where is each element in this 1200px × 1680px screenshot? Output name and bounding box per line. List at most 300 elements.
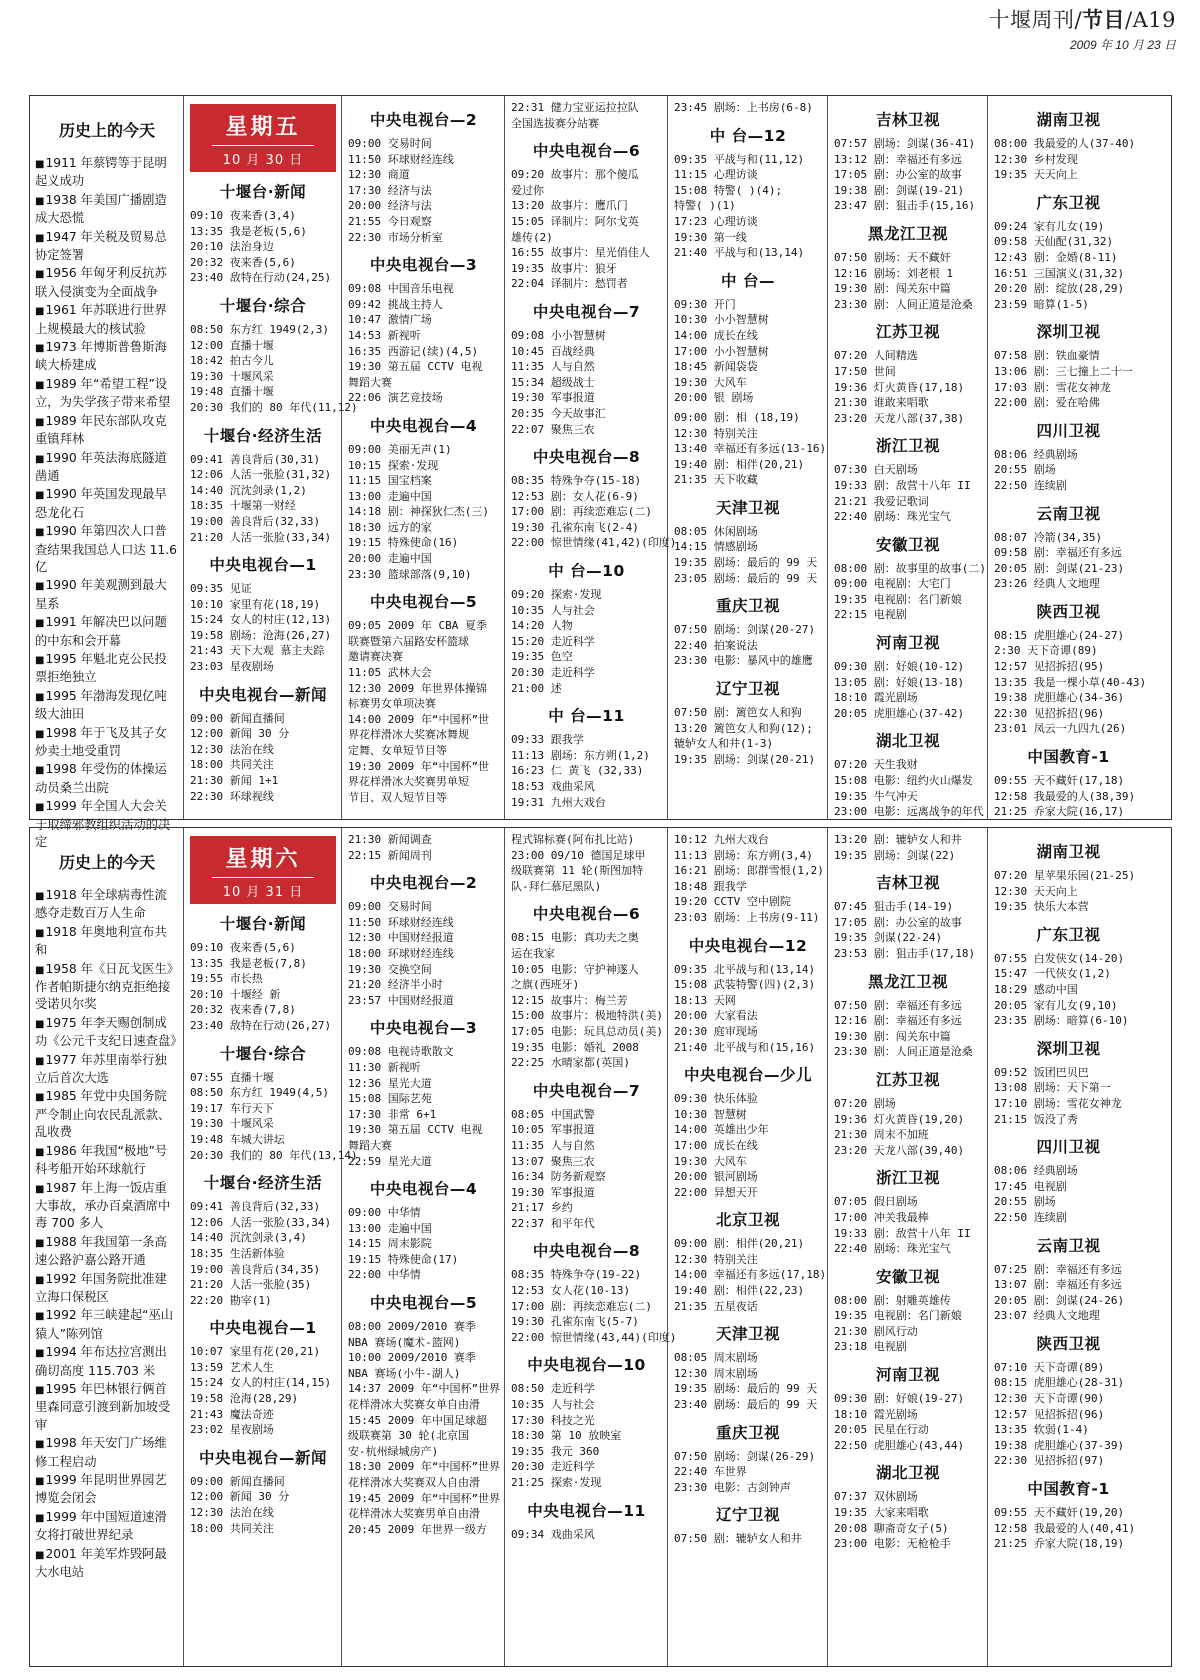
history-item: ■ 1990 年英法海底隧道凿通 — [35, 450, 179, 486]
weekday-label: 星期五 — [225, 115, 301, 140]
channel-block — [834, 631, 982, 721]
program-line: 花样滑冰大奖赛男单自由滑 — [348, 1507, 480, 1521]
program-line: 10:35 人与社会 — [511, 603, 595, 617]
program-line: 19:36 灯火黄昏(19,20) — [834, 1112, 965, 1126]
program-line: 20:10 十堰经 新 — [190, 987, 281, 1001]
program-line: NBA 赛场(魔术-篮网) — [348, 1335, 461, 1349]
program-line: 09:30 剧：好娘(10-12) — [834, 660, 965, 674]
schedule-column — [988, 828, 1148, 1666]
program-line: 12:53 剧：女人花(6-9) — [511, 489, 639, 503]
channel-name: 浙江卫视 — [875, 437, 940, 456]
program-line: 22:00 中华情 — [348, 1268, 421, 1282]
history-item: ■ 1992 年三峡建起“巫山猿人”陈列馆 — [35, 1307, 179, 1343]
program-line: 10:05 电影：守护神遂人 — [511, 962, 639, 976]
program-line: 07:20 天生我财 — [834, 758, 918, 772]
program-line: 19:20 CCTV 空中剧院 — [674, 895, 791, 909]
channel-name: 十堰台·综合 — [219, 1044, 307, 1063]
program-line: 17:00 剧：再续恋难忘(二) — [511, 1299, 652, 1313]
program-line: 22:50 连续剧 — [994, 1210, 1067, 1224]
program-line: 20:20 剧：绽放(28,29) — [994, 282, 1125, 296]
program-line: 08:15 虎胆雄心(24-27) — [994, 628, 1125, 642]
channel-name: 中央电视台—7 — [532, 1081, 641, 1100]
program-line: 18:35 生活新体验 — [190, 1246, 285, 1260]
channel-block — [190, 424, 336, 546]
program-line: 19:35 故事片：狼牙 — [511, 261, 617, 275]
program-line: 20:10 法治身边 — [190, 240, 274, 254]
program-line: 12:30 天下奇谭(90) — [994, 1392, 1105, 1406]
history-item: ■ 2001 年美军炸毁阿最大水电站 — [35, 1546, 179, 1582]
program-line: 21:15 饭没了秀 — [994, 1112, 1078, 1126]
program-line: 15:05 译制片：阿尔戈英 — [511, 214, 639, 228]
program-line: 21:21 我爱记歌词 — [834, 494, 929, 508]
program-line: 12:30 商道 — [348, 168, 410, 182]
channel-name: 中央电视台—2 — [369, 874, 478, 893]
history-item: ■ 1989 年“希望工程”设立，为失学孩子带来希望 — [35, 376, 179, 412]
program-line: 12:15 故事片：梅兰芳 — [511, 993, 628, 1007]
program-line: 19:15 特殊使命(17) — [348, 1252, 459, 1266]
program-line: 19:35 电影：婚礼 2008 — [511, 1040, 639, 1054]
program-line: 17:10 剧场：雪花女神龙 — [994, 1096, 1122, 1110]
weekday-label: 星期六 — [225, 847, 301, 872]
program-line: 20:30 走近科学 — [511, 1460, 595, 1474]
program-line: 20:30 走近科学 — [511, 666, 595, 680]
history-item: ■ 1995 年渤海发现亿吨级大油田 — [35, 688, 179, 724]
history-item: ■ 1998 年于飞及其子女炒卖土地受重罚 — [35, 725, 179, 761]
program-line: 17:00 成长在线 — [674, 1138, 758, 1152]
program-line: 07:30 白天剧场 — [834, 463, 918, 477]
channel-name: 四川卫视 — [1036, 1138, 1101, 1157]
saturday-section — [29, 827, 1172, 1667]
history-item: ■ 1986 年我国“极地”号科考船开始环球航行 — [35, 1143, 179, 1179]
program-line: 20:35 今天故事汇 — [511, 406, 606, 420]
channel-name: 浙江卫视 — [875, 1169, 940, 1188]
program-line: 10:45 百战经典 — [511, 344, 595, 358]
program-line: 11:50 环球财经连线 — [348, 915, 454, 929]
channel-name: 中 台—11 — [548, 707, 625, 726]
program-line: 23:30 篮球部落(9,10) — [348, 567, 472, 581]
schedule-column — [828, 828, 988, 1666]
program-line: 07:37 双休剧场 — [834, 1490, 918, 1504]
history-item: ■ 1989 年民东部队攻克重镇拜林 — [35, 413, 179, 449]
program-line: 标赛男女单项决赛 — [348, 697, 436, 711]
program-line: 花样滑冰大奖赛双人自由滑 — [348, 1476, 480, 1489]
channel-block — [674, 934, 822, 1056]
history-item: ■ 1988 年我国第一条高速公路沪嘉公路开通 — [35, 1234, 179, 1270]
channel-name: 十堰台·新闻 — [219, 183, 307, 201]
program-line: 22:50 虎胆雄心(43,44) — [834, 1438, 965, 1452]
channel-block — [674, 832, 822, 926]
program-line: 11:15 国宝档案 — [348, 474, 432, 488]
channel-block — [834, 729, 982, 819]
program-line: 08:35 特殊争夺(19-22) — [511, 1268, 642, 1282]
program-line: 07:45 狙击手(14-19) — [834, 900, 954, 914]
channel-name: 中央电视台—8 — [532, 1242, 641, 1261]
program-line: 09:00 交易时间 — [348, 137, 432, 150]
channel-block — [348, 108, 499, 245]
channel-block — [994, 502, 1143, 592]
channel-name: 十堰台·经济生活 — [203, 1174, 323, 1193]
program-line: 09:30 开门 — [674, 297, 736, 311]
history-item: ■ 1999 年全国人大会关于取缔邪教组织活动的决定 — [35, 798, 179, 851]
channel-name: 天津卫视 — [715, 1325, 780, 1344]
program-line: 13:20 剧：辘轳女人和井 — [834, 833, 962, 846]
channel-name: 云南卫视 — [1036, 1236, 1101, 1255]
program-line: 19:15 特殊使命(16) — [348, 536, 459, 550]
channel-block — [511, 902, 662, 1070]
program-line: 12:30 周末剧场 — [674, 1366, 758, 1380]
program-line: 15:24 女人的村庄(14,15) — [190, 1376, 332, 1390]
program-line: 07:05 假日剧场 — [834, 1195, 918, 1209]
channel-block — [190, 1171, 336, 1308]
program-line: 17:00 剧：再续恋难忘(二) — [511, 505, 652, 519]
program-line: 18:30 远方的家 — [348, 520, 432, 534]
program-line: 19:30 军事报道 — [511, 1185, 595, 1199]
channel-name: 辽宁卫视 — [715, 680, 780, 699]
program-line: 22:06 演艺竞技场 — [348, 391, 443, 405]
program-line: 13:20 故事片：鹰爪门 — [511, 199, 628, 213]
program-line: 13:07 剧：幸福还有多远 — [994, 1278, 1122, 1292]
program-line: 11:35 人与自然 — [511, 1138, 595, 1152]
program-line: 22:40 剧场：珠光宝气 — [834, 1242, 951, 1256]
program-line: 20:32 夜来香(7,8) — [190, 1003, 296, 1017]
program-line: 19:35 电视剧：名门新娘 — [834, 592, 962, 606]
channel-block — [348, 1177, 499, 1283]
program-line: 09:20 故事片：那个傻瓜 — [511, 168, 639, 182]
program-line: 07:50 剧场：天不藏奸 — [834, 250, 951, 264]
program-line: 09:55 天不藏奸(19,20) — [994, 1506, 1125, 1520]
program-line: 22:15 新闻周刊 — [348, 848, 432, 862]
history-item: ■ 1947 年关税及贸易总协定签署 — [35, 229, 179, 265]
program-line: NBA 赛场(小牛-湖人) — [348, 1366, 461, 1380]
program-line: 20:55 剧场 — [994, 1195, 1056, 1209]
history-item: ■ 1991 年解决巴以问题的中东和会开幕 — [35, 614, 179, 650]
program-line: 09:24 家有儿女(19) — [994, 219, 1105, 233]
channel-block — [674, 1063, 822, 1200]
program-line: 22:25 水晴家都(英国) — [511, 1056, 630, 1070]
channel-block — [674, 100, 822, 116]
program-line: 20:05 剧：剑谋(21-23) — [994, 561, 1125, 575]
masthead: 十堰周刊/节目/A19 — [988, 7, 1176, 32]
program-line: 19:30 孔雀东南飞(5-7) — [511, 1315, 639, 1329]
channel-block — [511, 1499, 662, 1543]
program-line: 09:00 新闻直播间 — [190, 711, 285, 725]
program-line: 08:05 中国武警 — [511, 1107, 595, 1121]
program-line: 10:00 2009/2010 赛季 — [348, 1351, 476, 1365]
channel-block — [674, 1208, 827, 1314]
program-line: 07:50 剧：幸福还有多远 — [834, 998, 962, 1012]
program-line: 08:00 2009/2010 赛季 — [348, 1320, 476, 1334]
program-line: 23:00 电影：远离战争的年代 — [834, 805, 984, 819]
schedule-column — [184, 96, 358, 819]
program-line: 08:00 剧：故事里的故事(二) — [834, 561, 986, 575]
channel-name: 十堰台·经济生活 — [203, 426, 323, 445]
channel-block — [190, 1042, 358, 1164]
program-line: 09:55 天不藏奸(17,18) — [994, 774, 1125, 788]
program-line: 11:50 环球财经连线 — [348, 152, 454, 166]
channel-name: 中央电视台—少儿 — [683, 1066, 812, 1085]
channel-block — [511, 832, 662, 894]
program-line: 22:07 聚焦三农 — [511, 422, 595, 436]
channel-block — [994, 191, 1143, 313]
channel-block — [994, 1332, 1143, 1469]
schedule-column — [668, 96, 828, 819]
history-item: ■ 1987 年上海一饭店重大事故，承办百桌酒席中毒 700 多人 — [35, 1180, 179, 1233]
program-line: 10:15 探索·发现 — [348, 458, 439, 472]
program-line: 23:30 电影：暴风中的雄鹰 — [674, 654, 813, 668]
program-line: 20:30 庭审现场 — [674, 1024, 758, 1038]
channel-block — [511, 300, 662, 437]
channel-name: 陕西卫视 — [1036, 602, 1101, 621]
program-line: 12:58 我最爱的人(38,39) — [994, 789, 1136, 803]
program-line: 辘轳女人和井(1-3) — [674, 737, 774, 751]
program-line: 18:10 霞光剧场 — [834, 1407, 918, 1421]
program-line: 11:05 武林大会 — [348, 666, 432, 680]
program-line: 19:00 善良背后(34,35) — [190, 1262, 321, 1276]
history-item: ■ 1999 年昆明世界园艺博览会闭会 — [35, 1472, 179, 1508]
program-line: 18:10 霞光剧场 — [834, 691, 918, 705]
channel-name: 中央电视台—6 — [532, 905, 641, 924]
program-line: 19:30 2009 年“中国杯”世 — [348, 759, 490, 773]
schedule-column — [828, 96, 988, 819]
channel-name: 中央电视台—1 — [209, 556, 317, 575]
program-line: 23:53 剧：狙击手(17,18) — [834, 946, 976, 960]
program-line: 09:00 电视剧：大宅门 — [834, 577, 951, 591]
program-line: 23:20 天龙八部(37,38) — [834, 411, 965, 425]
channel-name: 中央电视台—12 — [688, 936, 808, 955]
channel-block — [994, 840, 1143, 915]
program-line: 08:50 东方红 1949(2,3) — [190, 322, 329, 336]
schedule-column — [505, 96, 677, 819]
program-line: 19:30 孔雀东南飞(2-4) — [511, 520, 639, 534]
program-line: 10:10 家里有花(18,19) — [190, 597, 321, 611]
channel-block — [994, 108, 1143, 183]
channel-block — [834, 320, 982, 426]
program-line: 20:45 2009 年世界一级方 — [348, 1522, 487, 1536]
program-line: 18:00 共同关注 — [190, 758, 274, 772]
program-line: 23:00 电影：无枪枪手 — [834, 1537, 951, 1551]
program-line: 21:30 新闻调查 — [348, 833, 432, 846]
program-line: 21:17 乡约 — [511, 1201, 573, 1215]
channel-name: 中央电视台—2 — [369, 111, 478, 129]
program-line: 特警( )(1) — [674, 199, 736, 213]
program-line: 13:05 剧：好娘(13-18) — [834, 675, 965, 689]
program-line: 13:35 我是一棵小草(40-43) — [994, 675, 1147, 689]
channel-name: 十堰台·新闻 — [219, 915, 307, 933]
channel-block — [348, 1291, 499, 1537]
channel-block — [190, 294, 358, 416]
channel-name: 中央电视台—新闻 — [198, 685, 327, 704]
program-line: 16:23 仁 黄飞 (32,33) — [511, 764, 644, 778]
program-line: 19:48 直播十堰 — [190, 385, 274, 399]
program-line: 09:00 交易时间 — [348, 900, 432, 914]
program-line: 雄传(2) — [511, 230, 553, 244]
program-line: 邀请赛决赛 — [348, 650, 403, 664]
channel-block — [511, 704, 662, 810]
program-line: 21:30 周末不加班 — [834, 1128, 929, 1142]
program-line: 15:20 走近科学 — [511, 634, 595, 648]
program-line: 23:18 电视剧 — [834, 1340, 907, 1354]
program-line: 08:50 走近科学 — [511, 1382, 595, 1396]
program-line: 20:30 我们的 80 年代(11,12) — [190, 400, 358, 414]
schedule-column — [184, 828, 358, 1666]
program-line: 23:30 电影：古剑钟声 — [674, 1480, 791, 1494]
program-line: 09:08 中国音乐电视 — [348, 282, 454, 296]
program-line: 17:50 世间 — [834, 364, 896, 378]
channel-block — [994, 923, 1143, 1029]
program-line: 19:33 剧：敌营十八年 II — [834, 1226, 971, 1240]
program-line: 18:45 新闻袋袋 — [674, 360, 758, 374]
channel-name: 吉林卫视 — [875, 874, 940, 893]
program-line: 花样滑冰大奖赛女单自由滑 — [348, 1398, 480, 1412]
history-column — [30, 96, 184, 850]
channel-name: 中央电视台—4 — [369, 416, 478, 435]
program-line: 16:21 剧场：郎群雪恨(1,2) — [674, 864, 824, 878]
program-line: 21:25 乔家大院(18,19) — [994, 1537, 1125, 1551]
channel-block — [190, 1316, 336, 1438]
program-line: 20:32 夜来香(5,6) — [190, 255, 296, 269]
program-line: 13:20 篱笆女人和狗(12); — [674, 721, 813, 735]
program-line: 08:15 虎胆雄心(28-31) — [994, 1376, 1125, 1390]
day-date: 10 月 31 日 — [212, 877, 314, 900]
program-line: 22:04 译制片：愁罚者 — [511, 277, 628, 291]
program-line: 12:30 乡村发现 — [994, 152, 1078, 166]
history-item: ■ 1998 年受伤的体操运动员桑兰出院 — [35, 761, 179, 797]
program-line: 18:13 天网 — [674, 993, 736, 1007]
channel-block — [994, 600, 1147, 737]
program-line: 13:59 艺术人生 — [190, 1360, 274, 1374]
channel-block — [674, 496, 822, 586]
channel-block — [190, 683, 336, 805]
program-line: 13:06 剧：三七撞上二十一 — [994, 364, 1133, 378]
program-line: 12:57 见招拆招(96) — [994, 1407, 1105, 1421]
program-line: 22:20 勘宰(1) — [190, 1293, 272, 1307]
channel-name: 中国教育-1 — [1027, 748, 1110, 767]
program-line: 安-杭州绿城房产) — [348, 1444, 439, 1458]
channel-name: 中央电视台—5 — [369, 593, 478, 612]
program-line: 10:12 九州大戏台 — [674, 833, 769, 846]
program-line: 18:00 环球财经连线 — [348, 946, 454, 960]
page-number: A19 — [1132, 8, 1176, 32]
program-line: 21:35 天下收藏 — [674, 473, 758, 487]
channel-name: 深圳卫视 — [1036, 1039, 1101, 1058]
channel-block — [348, 832, 499, 863]
program-line: 16:51 三国演义(31,32) — [994, 266, 1125, 280]
channel-block — [834, 1461, 982, 1551]
program-line: 17:30 非常 6+1 — [348, 1107, 437, 1121]
program-line: 12:00 直播十堰 — [190, 338, 274, 352]
program-line: 11:30 新视听 — [348, 1060, 421, 1074]
program-line: 07:55 白发侠女(14-20) — [994, 951, 1125, 965]
history-column — [30, 828, 184, 1666]
program-line: 09:35 北平战与和(13,14) — [674, 962, 816, 976]
program-line: 08:05 周末剧场 — [674, 1351, 758, 1365]
program-line: 07:50 剧：辘轳女人和井 — [674, 1532, 802, 1546]
program-line: 11:13 剧场：东方朔(1,2) — [511, 748, 650, 762]
program-line: 23:30 剧：人间正道是沧桑 — [834, 297, 973, 311]
channel-block — [674, 410, 827, 488]
program-line: 09:41 善良背后(30,31) — [190, 452, 321, 466]
program-line: 22:37 和平年代 — [511, 1216, 595, 1230]
program-line: 18:53 戏曲采风 — [511, 780, 595, 793]
channel-block — [511, 445, 677, 551]
program-line: 17:05 剧：办公室的故事 — [834, 915, 962, 929]
program-line: 19:36 灯火黄昏(17,18) — [834, 380, 965, 394]
channel-name: 四川卫视 — [1036, 421, 1101, 440]
program-line: 19:30 第五届 CCTV 电视 — [348, 360, 483, 374]
program-line: 20:00 银 剧场 — [674, 391, 754, 405]
program-line: 13:35 软弱(1-4) — [994, 1423, 1089, 1437]
channel-name: 湖北卫视 — [875, 1464, 940, 1483]
channel-block — [348, 871, 499, 1008]
program-line: 09:08 电视诗歌散文 — [348, 1045, 454, 1059]
program-line: 19:40 剧：相伴(22,23) — [674, 1284, 805, 1298]
program-line: 23:40 敌特在行动(26,27) — [190, 1018, 332, 1032]
channel-name: 湖南卫视 — [1036, 843, 1101, 861]
program-line: 界花样滑冰大奖赛冰舞规 — [348, 728, 469, 742]
program-line: 19:35 天天向上 — [994, 168, 1078, 182]
program-line: 13:08 剧场：天下第一 — [994, 1081, 1111, 1095]
program-line: 10:30 智慧树 — [674, 1107, 747, 1121]
program-line: 21:55 今日观察 — [348, 214, 432, 228]
program-line: 09:20 探索·发现 — [511, 588, 602, 602]
program-line: 08:06 经典剧场 — [994, 1164, 1078, 1178]
channel-block — [674, 1421, 822, 1496]
program-line: 08:07 冷箭(34,35) — [994, 530, 1103, 544]
program-line: 13:12 剧：幸福还有多远 — [834, 152, 962, 166]
channel-name: 河南卫视 — [875, 1366, 940, 1385]
channel-name: 安徽卫视 — [875, 535, 940, 554]
schedule-column — [342, 828, 505, 1666]
program-line: 14:18 剧：神探狄仁杰(三) — [348, 505, 489, 519]
channel-name: 广东卫视 — [1036, 925, 1101, 944]
program-line: 22:30 环球视线 — [190, 789, 274, 803]
program-line: 09:34 戏曲采风 — [511, 1527, 595, 1541]
program-line: 10:47 激情广场 — [348, 313, 432, 327]
program-line: 19:35 我元 360 — [511, 1444, 600, 1458]
program-line: 20:05 虎胆雄心(37-42) — [834, 706, 965, 720]
program-line: 19:33 剧：敌营十八年 II — [834, 478, 971, 492]
channel-name: 中央电视台—3 — [369, 256, 478, 275]
program-line: 07:25 剧：幸福还有多远 — [994, 1262, 1122, 1276]
history-item: ■ 1975 年李天赐创制成功《公元千支纪日速查盘》 — [35, 1015, 179, 1051]
program-line: 19:35 剧场：剑谋(20-21) — [674, 752, 816, 766]
program-line: 舞蹈大赛 — [348, 1138, 392, 1152]
channel-block — [511, 559, 662, 696]
program-line: 17:45 电视剧 — [994, 1179, 1067, 1193]
section-name: 节目 — [1082, 7, 1126, 32]
program-line: 级联赛第 30 轮(北京国 — [348, 1429, 470, 1443]
program-line: 21:35 五星夜话 — [674, 1299, 758, 1313]
program-line: 23:26 经典人文地理 — [994, 577, 1100, 591]
program-line: 14:15 周末影院 — [348, 1237, 432, 1251]
program-line: 19:35 大家来唱歌 — [834, 1506, 929, 1520]
program-line: 21:20 经济半小时 — [348, 978, 443, 992]
channel-block — [994, 320, 1143, 410]
program-line: 21:25 探索·发现 — [511, 1476, 602, 1489]
program-line: 12:36 星光大道 — [348, 1076, 432, 1090]
program-line: 15:08 电影：纽约火山爆发 — [834, 774, 973, 788]
program-line: 18:42 拍古今儿 — [190, 354, 274, 368]
channel-block — [511, 1239, 677, 1345]
program-line: 21:30 新闻 1+1 — [190, 774, 279, 788]
history-item: ■ 1992 年国务院批准建立海口保税区 — [35, 1271, 179, 1307]
history-item: ■ 1918 年奥地利宣布共和 — [35, 924, 179, 960]
program-line: 19:58 剧场：沧海(26,27) — [190, 628, 332, 642]
channel-block — [190, 912, 336, 1034]
channel-block — [190, 180, 336, 286]
channel-name: 河南卫视 — [875, 634, 940, 653]
program-line: 07:55 直播十堰 — [190, 1070, 274, 1084]
